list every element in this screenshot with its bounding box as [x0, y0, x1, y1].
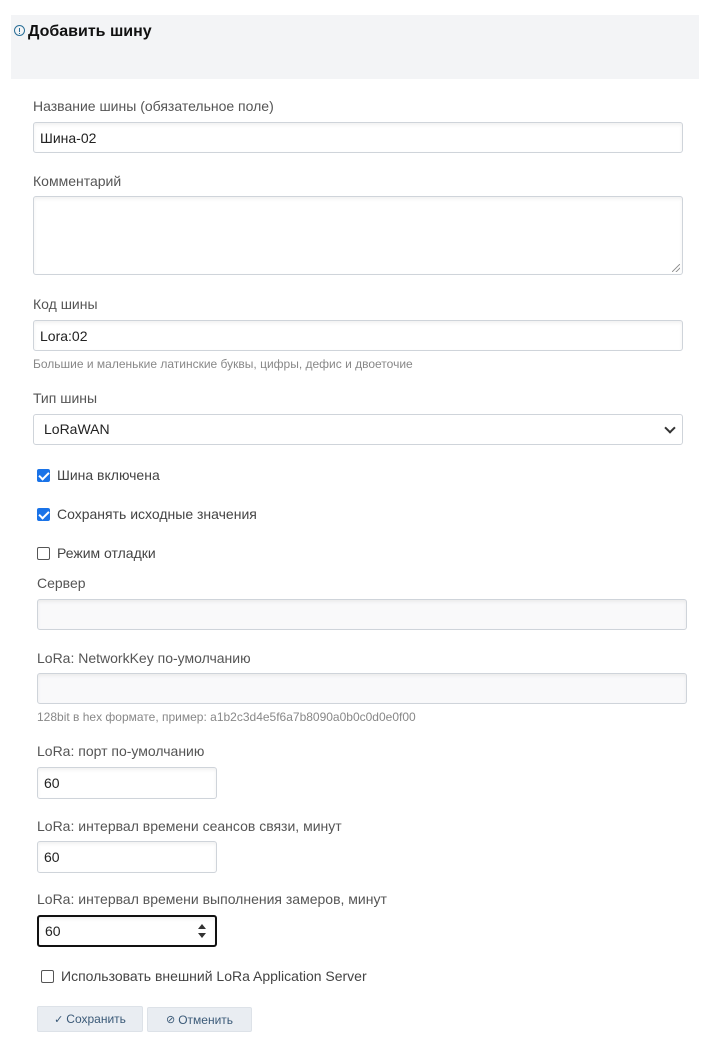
form-header	[11, 15, 699, 79]
code-help-text: Большие и маленькие латинские буквы, цифры, дефис и двоеточие	[33, 357, 413, 371]
save-button[interactable]	[37, 1006, 143, 1032]
chevron-down-icon	[664, 422, 675, 433]
server-input[interactable]	[37, 599, 687, 630]
type-label: Тип шины	[33, 390, 98, 406]
session-interval-label: LoRa: интервал времени сеансов связи, минут	[37, 818, 342, 834]
measure-interval-input[interactable]	[37, 915, 217, 947]
comment-label: Комментарий	[33, 173, 122, 189]
ban-icon: ⊘	[165, 1014, 176, 1026]
enabled-label: Шина включена	[57, 467, 160, 483]
external-server-label: Использовать внешний LoRa Application Server	[61, 968, 367, 984]
port-input[interactable]	[37, 767, 217, 799]
name-label: Название шины (обязательное поле)	[33, 98, 274, 114]
session-interval-input[interactable]	[37, 841, 217, 873]
debug-label: Режим отладки	[57, 545, 156, 561]
name-input[interactable]	[33, 122, 683, 153]
network-key-input[interactable]	[37, 673, 687, 704]
code-input[interactable]	[33, 320, 683, 351]
spinner-arrows-icon[interactable]	[198, 924, 206, 938]
type-select-value: LoRaWAN	[44, 421, 110, 437]
info-circle-icon	[14, 25, 25, 36]
keep-raw-checkbox[interactable]	[37, 508, 50, 521]
debug-checkbox[interactable]	[37, 547, 50, 560]
server-label: Сервер	[37, 575, 86, 591]
code-label: Код шины	[33, 296, 98, 312]
port-label: LoRa: порт по-умолчанию	[37, 743, 205, 759]
cancel-button-label: Отменить	[178, 1012, 234, 1027]
keep-raw-label: Сохранять исходные значения	[57, 506, 257, 522]
external-server-checkbox[interactable]	[41, 970, 54, 983]
resize-grip-icon[interactable]	[672, 264, 680, 272]
page-title: Добавить шину	[28, 23, 152, 40]
check-icon: ✓	[54, 1013, 64, 1026]
save-button-label: Сохранить	[66, 1012, 126, 1026]
type-select[interactable]	[33, 414, 683, 445]
cancel-button[interactable]	[147, 1007, 252, 1032]
comment-textarea[interactable]	[33, 196, 683, 275]
measure-interval-label: LoRa: интервал времени выполнения замеров, минут	[37, 891, 387, 907]
network-key-help-text: 128bit в hex формате, пример: a1b2c3d4e5f6a7b8090a0b0c0d0e0f00	[37, 710, 416, 724]
network-key-label: LoRa: NetworkKey по-умолчанию	[37, 650, 251, 666]
enabled-checkbox[interactable]	[37, 469, 50, 482]
